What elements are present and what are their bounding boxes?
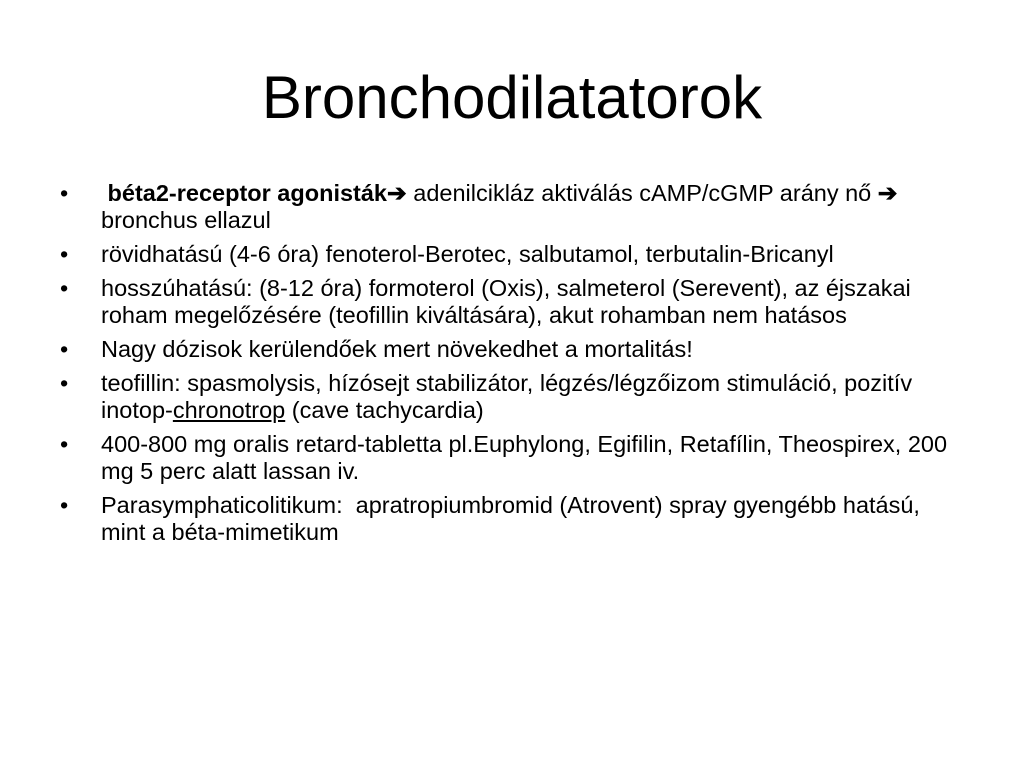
bullet-dot-icon: • — [60, 370, 69, 396]
bullet-list — [60, 180, 960, 553]
bullet-text: 400-800 mg oralis retard-tabletta pl.Euphylong, Egifilin, Retafílin, Theospirex, 200 mg 5 perc alatt lassan iv. — [101, 431, 948, 484]
bullet-dot-icon: • — [60, 492, 69, 518]
slide-title: Bronchodilatatorok — [261, 64, 763, 131]
bullet-dot-icon: • — [60, 431, 69, 457]
bullet-short-acting — [60, 241, 960, 268]
bullet-text: rövidhatású (4-6 óra) fenoterol-Berotec, salbutamol, terbutalin-Bricanyl — [101, 241, 834, 267]
right-arrow-icon: ➔ — [387, 180, 407, 206]
bullet-text: bronchus ellazul — [101, 180, 905, 233]
bullet-dot-icon: • — [60, 241, 69, 267]
bullet-long-acting — [60, 275, 960, 329]
chronotrop-link[interactable]: chronotrop — [172, 397, 286, 423]
bullet-parasymphaticolitikum — [60, 492, 960, 546]
bullet-high-dose-warning — [60, 336, 960, 363]
bullet-text: teofillin: spasmolysis, hízósejt stabilizátor, légzés/légzőizom stimuláció, pozitív inotop- — [101, 370, 913, 423]
bullet-dot-icon: • — [60, 275, 69, 301]
bullet-teofillin — [60, 370, 960, 424]
bullet-text: Nagy dózisok kerülendőek mert növekedhet a mortalitás! — [101, 336, 693, 362]
bullet-dot-icon: • — [60, 180, 69, 206]
bullet-dosage — [60, 431, 960, 485]
bullet-text: (cave tachycardia) — [285, 397, 484, 423]
bullet-text: Parasymphaticolitikum: apratropiumbromid (Atrovent) spray gyengébb hatású, mint a béta-mimetikum — [101, 492, 927, 545]
right-arrow-icon: ➔ — [877, 180, 898, 206]
bullet-dot-icon: • — [60, 336, 69, 362]
bullet-text: hosszúhatású: (8-12 óra) formoterol (Oxis), salmeterol (Serevent), az éjszakai roham megelőzésére (teofillin kiváltására), akut rohamban nem hatásos — [101, 275, 911, 328]
bullet-beta2-agonists — [60, 180, 960, 234]
bullet-text: adenilcikláz aktiválás cAMP/cGMP arány nő — [406, 180, 878, 206]
bullet-bold-term: béta2-receptor agonisták — [107, 180, 388, 206]
